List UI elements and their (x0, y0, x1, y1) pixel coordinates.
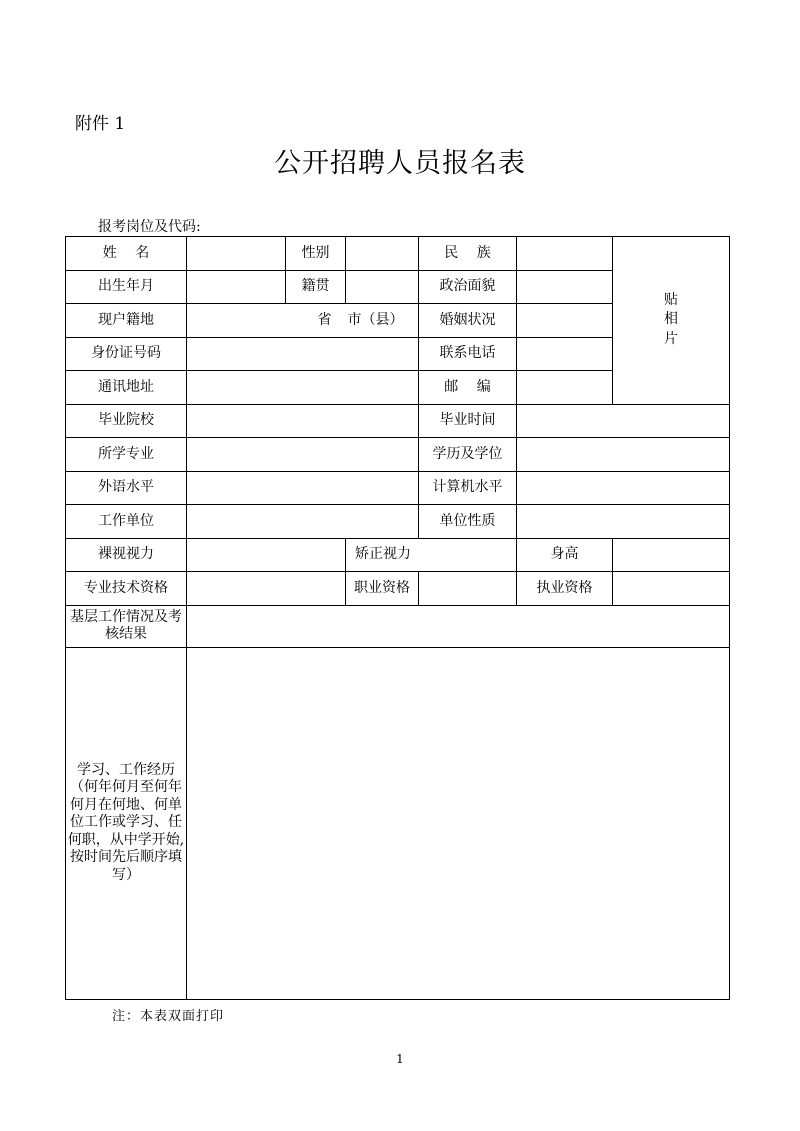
voc-qual-label: 职业资格 (346, 572, 419, 606)
computer-field[interactable] (517, 471, 730, 505)
address-label: 通讯地址 (66, 371, 187, 405)
household-field[interactable] (187, 304, 419, 338)
employer-label: 工作单位 (66, 505, 187, 539)
degree-label: 学历及学位 (419, 438, 517, 472)
naked-vision-label: 裸视视力 (66, 538, 187, 572)
major-field[interactable] (187, 438, 419, 472)
grassroots-field[interactable] (187, 605, 730, 647)
id-label: 身份证号码 (66, 337, 187, 371)
position-code-label: 报考岗位及代码: (98, 219, 201, 235)
voc-qual-field[interactable] (419, 572, 517, 606)
form-row-employer (66, 505, 730, 539)
tech-qual-field[interactable] (187, 572, 346, 606)
registration-form (65, 236, 730, 1000)
page-number: 1 (396, 1052, 404, 1066)
height-field[interactable] (613, 538, 730, 572)
gender-field[interactable] (346, 237, 419, 271)
language-field[interactable] (187, 471, 419, 505)
school-field[interactable] (187, 404, 419, 438)
page-title: 公开招聘人员报名表 (274, 148, 526, 179)
form-row-history (66, 647, 730, 999)
marital-field[interactable] (517, 304, 613, 338)
form-row-vision (66, 538, 730, 572)
major-label: 所学专业 (66, 438, 187, 472)
native-place-label: 籍贯 (286, 270, 346, 304)
form-row-school (66, 404, 730, 438)
province-label: 省 (317, 311, 332, 328)
name-field[interactable] (187, 237, 286, 271)
gender-label: 性别 (286, 237, 346, 271)
form-row-major (66, 438, 730, 472)
employer-field[interactable] (187, 505, 419, 539)
household-label: 现户籍地 (66, 304, 187, 338)
ethnicity-label: 民 族 (419, 237, 517, 271)
form-row-qualification (66, 572, 730, 606)
address-field[interactable] (187, 371, 419, 405)
form-row-grassroots (66, 605, 730, 647)
corrected-vision-label: 矫正视力 (346, 538, 517, 572)
employer-type-label: 单位性质 (419, 505, 517, 539)
postcode-field[interactable] (517, 371, 613, 405)
naked-vision-field[interactable] (187, 538, 346, 572)
birth-field[interactable] (187, 270, 286, 304)
grad-time-label: 毕业时间 (419, 404, 517, 438)
native-place-field[interactable] (346, 270, 419, 304)
political-field[interactable] (517, 270, 613, 304)
history-label: 学习、工作经历（何年何月至何年何月在何地、何单位工作或学习、任何职，从中学开始,按时间先后顺序填写） (66, 647, 187, 999)
id-field[interactable] (187, 337, 419, 371)
attachment-label: 附件 1 (75, 114, 126, 134)
photo-label: 贴相片 (664, 291, 678, 348)
degree-field[interactable] (517, 438, 730, 472)
school-label: 毕业院校 (66, 404, 187, 438)
grassroots-label: 基层工作情况及考核结果 (66, 605, 187, 647)
phone-field[interactable] (517, 337, 613, 371)
ethnicity-field[interactable] (517, 237, 613, 271)
tech-qual-label: 专业技术资格 (66, 572, 187, 606)
political-label: 政治面貌 (419, 270, 517, 304)
form-row-name (66, 237, 730, 271)
photo-box[interactable] (613, 237, 730, 405)
name-label: 姓 名 (66, 237, 187, 271)
employer-type-field[interactable] (517, 505, 730, 539)
practice-qual-field[interactable] (613, 572, 730, 606)
computer-label: 计算机水平 (419, 471, 517, 505)
height-label: 身高 (517, 538, 613, 572)
postcode-label: 邮 编 (419, 371, 517, 405)
phone-label: 联系电话 (419, 337, 517, 371)
city-label: 市（县） (347, 311, 404, 328)
birth-label: 出生年月 (66, 270, 187, 304)
marital-label: 婚姻状况 (419, 304, 517, 338)
language-label: 外语水平 (66, 471, 187, 505)
practice-qual-label: 执业资格 (517, 572, 613, 606)
history-field[interactable] (187, 647, 730, 999)
grad-time-field[interactable] (517, 404, 730, 438)
form-row-language (66, 471, 730, 505)
print-note: 注：本表双面打印 (112, 1009, 225, 1024)
